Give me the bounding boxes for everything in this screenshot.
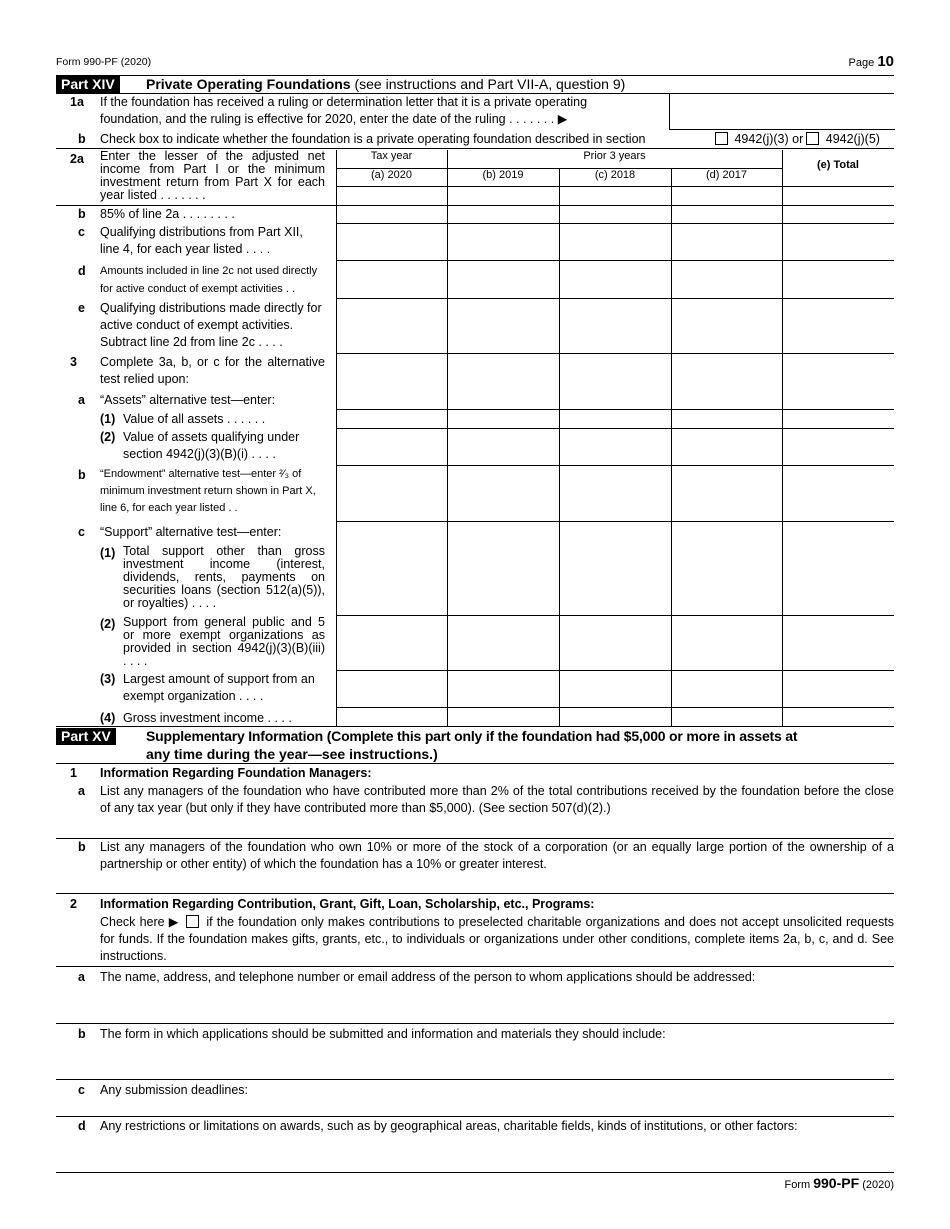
line-3-text: Complete 3a, b, or c for the alternative test relied upon: [100,355,325,386]
line-3c1-text: Total support other than gross investment income (interest, dividends, rents, payments on securities loans (section 512(a)(5)), or royalties) . . . . [123,544,325,610]
line-2e-num: e [78,301,85,315]
line-1a-num: 1a [70,95,84,109]
form-label: Form 990-PF (2020) [56,56,152,68]
xv-line-2a-num: a [78,970,85,984]
xv-line-2b-num: b [78,1027,86,1041]
xv-line-2d-text: Any restrictions or limitations on awards, such as by geographical areas, charitable fields, kinds of institutions, or other factors: [100,1119,798,1133]
line-3c4-text: Gross investment income . . . . [123,711,292,725]
line-3c3-text: Largest amount of support from an exempt organization . . . . [123,672,315,703]
line-2c-text: Qualifying distributions from Part XII, line 4, for each year listed . . . . [100,225,303,256]
option-4942j5: 4942(j)(5) [825,132,880,146]
xv-line-1a-text: List any managers of the foundation who have contributed more than 2% of the total contributions received by the foundation before the close of any tax year (but only if they have contributed more than $5,000). (See section 507(d)(2).) [100,784,894,815]
xv-line-2-text: Information Regarding Contribution, Grant, Gift, Loan, Scholarship, etc., Programs: [100,897,595,911]
line-3c2-num: (2) [100,617,116,631]
ruling-date-field[interactable] [669,93,895,130]
line-2b-text: 85% of line 2a . . . . . . . . [100,207,235,221]
part-xv-header [56,726,894,764]
xv-line-1b-num: b [78,840,86,854]
line-1b-text: Check box to indicate whether the foundation is a private operating foundation described in section [100,132,646,146]
line-1b-num: b [78,132,86,146]
col-tax-year: Tax year [370,150,413,162]
col-d: (d) 2017 [706,169,747,181]
line-2b-num: b [78,207,86,221]
xv-line-1b-text: List any managers of the foundation who own 10% or more of the stock of a corporation (or an equally large portion of the ownership of a partnership or other entity) of which the foundation has a 10% or greater interest. [100,840,894,871]
line-2c-num: c [78,225,85,239]
xv-2d-field[interactable] [100,1153,894,1171]
section-options [712,131,880,148]
line-3b-text: “Endowment” alternative test—enter ²⁄₃ of minimum investment return shown in Part X, line 6, for each year listed . . [100,468,316,514]
line-3b-num: b [78,468,86,482]
line-2d-num: d [78,264,86,278]
col-prior-3-years: Prior 3 years [583,150,646,162]
col-e: (e) Total [817,159,859,171]
line-3a-text: “Assets” alternative test—enter: [100,393,276,407]
line-2a-num: 2a [70,152,84,166]
footer-form-name: 990-PF [813,1175,860,1191]
line-2e-text: Qualifying distributions made directly for active conduct of exempt activities. Subtract line 2d from line 2c . . . . [100,301,322,349]
xv-line-2-num: 2 [70,897,77,911]
xv-line-2c-text: Any submission deadlines: [100,1083,248,1097]
xv-2c-field[interactable] [100,1100,894,1115]
xv-line-2a-text: The name, address, and telephone number or email address of the person to whom applications should be addressed: [100,970,756,984]
line-2a-text: Enter the lesser of the adjusted net income from Part I or the minimum investment return from Part X for each year listed . . . . . . . [100,149,325,202]
xv-2a-field[interactable] [100,988,894,1022]
line-2d-text: Amounts included in line 2c not used directly for active conduct of exempt activities . . [100,265,318,295]
xv-line-2d-num: d [78,1119,86,1133]
col-c: (c) 2018 [594,169,636,181]
line-3c-text: “Support” alternative test—enter: [100,525,282,539]
line-3a2-text: Value of assets qualifying under section 4942(j)(3)(B)(i) . . . . [123,430,300,461]
col-a: (a) 2020 [371,169,412,181]
xv-line-1-num: 1 [70,766,77,780]
page-number: 10 [877,53,894,70]
part-xv-title-2: any time during the year—see instructions.) [146,746,438,762]
line-3a1-num: (1) [100,412,116,426]
xv-line-1-text: Information Regarding Foundation Managers: [100,766,372,780]
line-3c3-num: (3) [100,672,116,686]
part-xv-title-1: Supplementary Information (Complete this part only if the foundation had $5,000 or more in assets at [146,728,798,744]
part-xiv-amounts-grid [336,150,894,726]
line-3-num: 3 [70,355,77,369]
part-xv-label: Part XV [56,728,116,745]
page-indicator: Page 10 [848,53,894,70]
line-3c-num: c [78,525,85,539]
xv-line-2c-num: c [78,1083,85,1097]
xv-line-1a-num: a [78,784,85,798]
xv-line-2b-text: The form in which applications should be submitted and information and materials they should include: [100,1027,666,1041]
4942j5-checkbox[interactable] [806,132,819,145]
4942j3-checkbox[interactable] [715,132,728,145]
part-xiv-label: Part XIV [56,76,120,93]
line-3a2-num: (2) [100,430,116,444]
part-xiv-title: Private Operating Foundations (see instructions and Part VII-A, question 9) [146,76,626,92]
line-3c4-num: (4) [100,711,116,725]
line-1a-text-1: If the foundation has received a ruling or determination letter that it is a private operating [100,95,588,109]
line-3c1-num: (1) [100,546,116,560]
part-xiv-header [56,75,894,94]
col-b: (b) 2019 [482,169,524,181]
line-1a-text-2: foundation, and the ruling is effective for 2020, enter the date of the ruling . . . . . . . ▶ [100,112,568,126]
option-4942j3: 4942(j)(3) or [734,132,804,146]
line-3a-num: a [78,393,85,407]
page-header [56,53,894,72]
xv-2b-field[interactable] [100,1044,894,1078]
preselected-only-checkbox[interactable] [186,915,199,928]
line-3a1-text: Value of all assets . . . . . . [123,412,266,426]
line-3c2-text: Support from general public and 5 or more exempt organizations as provided in section 4942(j)(3)(B)(iii) . . . . [123,615,325,668]
xv-line-2-check-text: Check here ▶ if the foundation only makes contributions to preselected charitable organizations and does not accept unsolicited requests for funds. If the foundation makes gifts, grants, etc., to individuals or organizations under other conditions, complete items 2a, b, c, and d. See instructions. [100,915,894,963]
page-footer: Form 990-PF (2020) [784,1175,894,1191]
